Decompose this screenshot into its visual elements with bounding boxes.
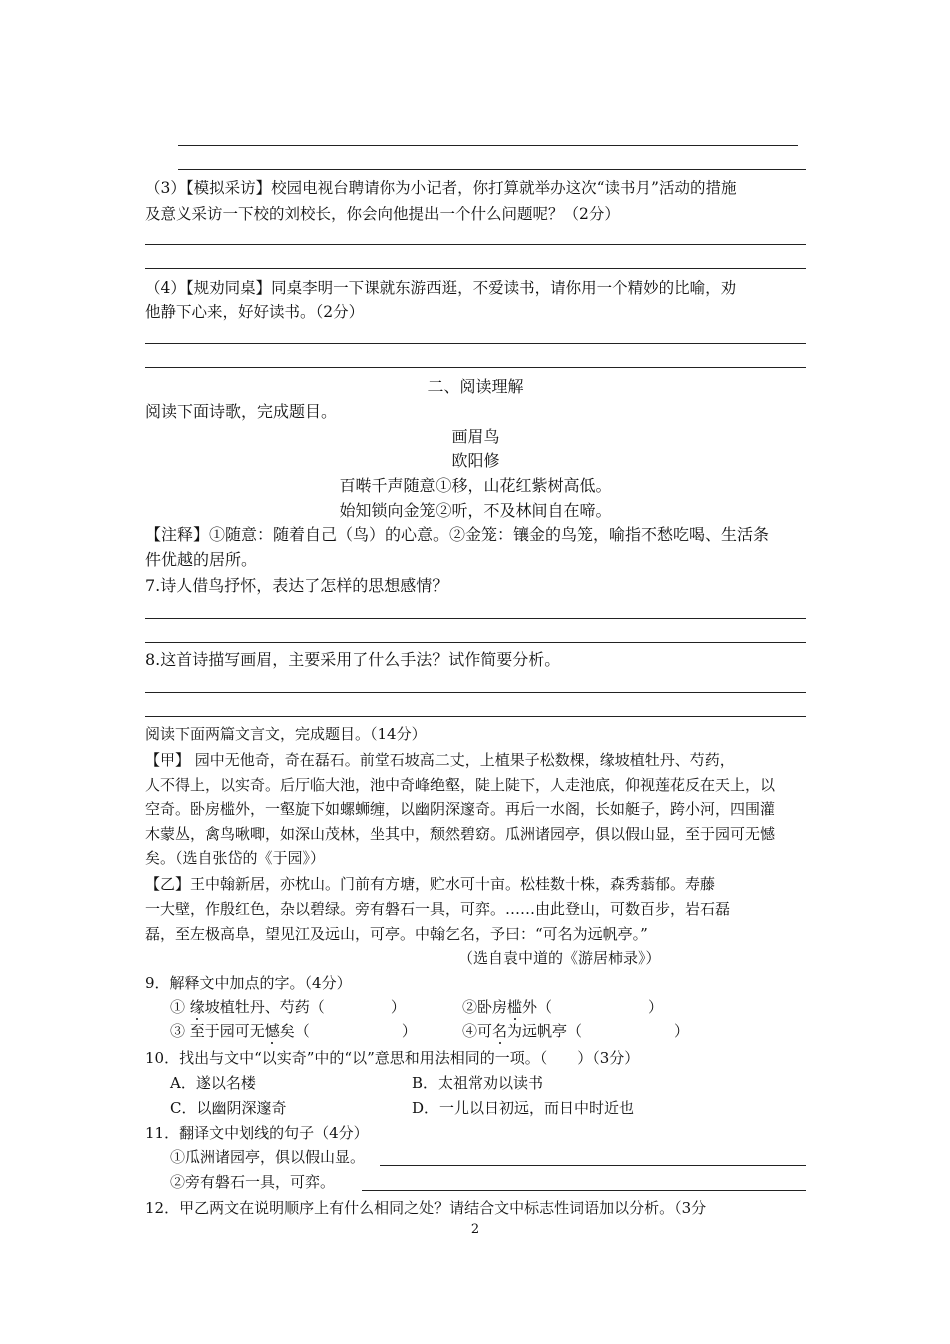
poem-author: 欧阳修	[451, 451, 500, 470]
passage-line: 一大壁，作殷红色，杂以碧绿。旁有磐石一具，可弈。……由此登山，可数百步，岩石磊	[145, 900, 731, 918]
answer-line	[145, 244, 806, 245]
poem-title: 画眉鸟	[451, 427, 500, 446]
q4-line1: （4）【规劝同桌】同桌李明一下课就东游西逛，不爱读书，请你用一个精妙的比喻，劝	[145, 279, 737, 297]
q9-item-close: ）	[648, 998, 664, 1016]
answer-line	[145, 716, 806, 717]
dotted-character: 缘	[189, 998, 205, 1016]
answer-line	[178, 145, 798, 146]
option-a[interactable]: A．遂以名楼	[170, 1074, 256, 1092]
q9-item-prefix: ②卧房	[462, 998, 508, 1016]
passage-jia	[145, 748, 775, 871]
question-12: 12．甲乙两文在说明顺序上有什么相同之处？请结合文中标志性词语加以分析。（3分	[145, 1199, 707, 1217]
dotted-character: 槛	[507, 998, 523, 1016]
passage-line: 【乙】王中翰新居，亦枕山。门前有方塘，贮水可十亩。松桂数十株，森秀蓊郁。寿藤	[145, 875, 716, 893]
passage-line: 磊，至左极高阜，望见江及远山，可亭。中翰乞名，予曰：“可名为远帆亭。”	[145, 925, 648, 943]
question-9: 9．解释文中加点的字。（4分）	[145, 974, 352, 992]
q9-item-text: 外（	[522, 998, 553, 1016]
passage-line: 空奇。卧房槛外，一壑旋下如螺蛳缠，以幽阴深邃奇。再后一水阁，长如艇子，跨小河，四围灌	[145, 800, 776, 818]
option-c[interactable]: C．以幽阴深邃奇	[170, 1099, 287, 1117]
q9-item-text: 坡植牡丹、芍药（	[204, 998, 325, 1016]
answer-line	[178, 169, 806, 170]
q9-item-prefix: ③ 至于园可无	[170, 1022, 265, 1040]
answer-line	[362, 1190, 806, 1191]
answer-line	[145, 642, 806, 643]
option-d[interactable]: D．一儿以日初远，而日中时近也	[412, 1099, 635, 1117]
answer-line	[145, 367, 806, 368]
answer-line	[380, 1165, 806, 1166]
passage-line: 木蒙丛，禽鸟啾唧，如深山茂林，坐其中，颓然碧窈。瓜洲诸园亭，俱以假山显，至于园可无憾	[145, 824, 776, 843]
dotted-character: 名	[492, 1022, 508, 1040]
q9-item-close: ）	[401, 1022, 417, 1040]
passage-line: 【甲】 园中无他奇，奇在磊石。前堂石坡高二丈，上植果子松数棵，缘坡植牡丹、芍药，	[145, 751, 735, 769]
dotted-character: 憾	[264, 1022, 280, 1040]
q9-item-close: ）	[390, 998, 406, 1016]
classical-intro: 阅读下面两篇文言文，完成题目。（14分）	[145, 725, 427, 743]
q9-item-prefix: ①	[170, 998, 190, 1016]
answer-line	[145, 692, 806, 693]
passage-line: 人不得上，以实奇。后厅临大池，池中奇峰绝壑，陡上陡下，人走池底，仰视莲花反在天上，以	[145, 775, 776, 794]
question-11: 11．翻译文中划线的句子（4分）	[145, 1124, 369, 1142]
q9-item-text: 为远帆亭（	[507, 1022, 583, 1040]
poem-line-2: 始知锁向金笼②听，不及林间自在啼。	[339, 501, 612, 520]
question-7: 7.诗人借鸟抒怀，表达了怎样的思想感情？	[145, 576, 449, 595]
question-8: 8.这首诗描写画眉，主要采用了什么手法？试作简要分析。	[145, 650, 561, 669]
poem-intro: 阅读下面诗歌，完成题目。	[145, 402, 338, 421]
q9-item-close: ）	[674, 1022, 690, 1040]
poem-line-1: 百啭千声随意①移，山花红紫树高低。	[339, 476, 612, 495]
q9-item-1	[170, 997, 406, 1017]
section-heading: 二、阅读理解	[427, 377, 524, 396]
q3-line2: 及意义采访一下校的刘校长，你会向他提出一个什么问题呢？（2分）	[145, 205, 620, 223]
note-line1: 【注释】①随意：随着自己（鸟）的心意。②金笼：镶金的鸟笼，喻指不愁吃喝、生活条	[145, 525, 770, 544]
answer-line	[145, 343, 806, 344]
q9-item-prefix: ④可	[462, 1022, 493, 1040]
q11-item-2: ②旁有磐石一具，可弈。	[170, 1173, 336, 1191]
q11-item-1: ①瓜洲诸园亭，俱以假山显。	[170, 1148, 366, 1166]
passage-yi	[145, 872, 730, 947]
answer-line	[145, 268, 806, 269]
q9-item-4	[462, 1021, 689, 1041]
note-line2: 件优越的居所。	[145, 550, 258, 569]
q3-line1: （3）【模拟采访】校园电视台聘请你为小记者，你打算就举办这次“读书月”活动的措施	[145, 179, 737, 197]
page-number: 2	[470, 1222, 480, 1237]
q9-item-2	[462, 997, 663, 1017]
q4-line2: 他静下心来，好好读书。（2分）	[145, 303, 365, 321]
q9-item-3	[170, 1021, 417, 1041]
passage-line: 矣。（选自张岱的《于园》）	[145, 849, 326, 867]
answer-line	[145, 618, 806, 619]
option-b[interactable]: B．太祖常劝以读书	[412, 1074, 544, 1092]
question-10: 10．找出与文中“以实奇”中的“以”意思和用法相同的一项。（ ）（3分）	[145, 1049, 640, 1067]
q9-item-text: 矣（	[279, 1022, 310, 1040]
passage-yi-source: （选自袁中道的《游居柿录》）	[458, 949, 661, 967]
